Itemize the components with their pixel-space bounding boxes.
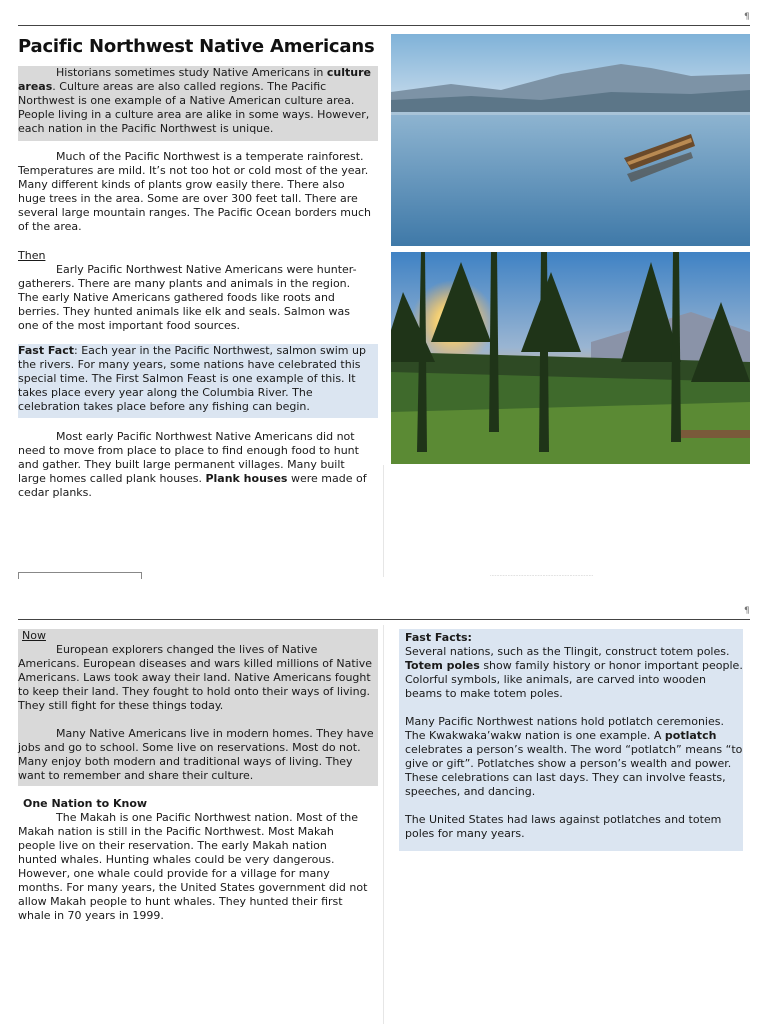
column-divider [383,465,384,577]
now-section [18,629,378,786]
laws-paragraph: The United States had laws against potlatches and totem poles for many years. [405,813,722,840]
then-section [18,249,373,333]
fast-facts-heading: Fast Facts: [405,631,472,644]
one-nation-heading: One Nation to Know [23,797,148,810]
page1-top-rule [18,25,750,26]
now-text: European explorers changed the lives of Native Americans. European diseases and wars killed millions of Native Americans. Laws took away their land. Native Americans fought to keep their land. They fought to hold onto their ways of living. They still fight for these things today. [18,643,373,712]
page-title: Pacific Northwest Native Americans [18,36,375,57]
fast-fact-box: Fast Fact: Each year in the Pacific Northwest, salmon swim up the rivers. For many years, some nations have celebrated this special time. The First Salmon Feast is one example of this. It takes place every year along the Columbia River. The celebration takes place before any fishing can begin. [18,344,378,418]
one-nation-text: The Makah is one Pacific Northwest nation. Most of the Makah nation is still in the Pacific Northwest. Most Makah people live on their reservation. The early Makah nation hunted whales. Hunting whales could be very dangerous. However, one whale could provide for a village for many months. For many years, the United States government did not allow Makah people to hunt whales. They hunted their first whale in 70 years in 1999. [18,811,368,922]
totem-paragraph: Several nations, such as the Tlingit, construct totem poles. Totem poles show family history or honor important people. Colorful symbols, like animals, are carved into wooden beams to make totem poles. [405,645,743,700]
lake-canoe-image [391,34,750,246]
fast-facts-box [399,629,743,851]
pilcrow-mark-2: ¶ [744,606,750,616]
modern-text: Many Native Americans live in modern homes. They have jobs and go to school. Some live on reservations. Most do not. Many enjoy both modern and traditional ways of living. They want to remember and share their culture. [18,727,374,782]
pilcrow-mark: ¶ [744,12,750,22]
villages-paragraph: Most early Pacific Northwest Native Americans did not need to move from place to place to find enough food to hunt and gather. They built large permanent villages. Many built large homes called plank houses. Plank houses were made of cedar planks. [18,430,367,499]
climate-paragraph: Much of the Pacific Northwest is a temperate rainforest. Temperatures are mild. It’s not too hot or cold most of the year. Many different kinds of plants grow easily there. There also huge trees in the area. Some are over 300 feet tall. There are several large mountain ranges. The Pacific Ocean borders much of the area. [18,150,371,233]
intro-paragraph: Historians sometimes study Native Americans in culture areas. Culture areas are also called regions. The Pacific Northwest is one example of a Native American culture area. People living in a culture area are alike in some ways. However, each nation in the Pacific Northwest is unique. [18,66,378,141]
now-heading: Now [22,629,46,642]
page2-top-rule [18,619,750,620]
column-divider-2 [383,625,384,1024]
then-heading: Then [18,249,46,262]
footer-box [18,572,142,579]
one-nation-section [18,797,368,923]
potlatch-paragraph: Many Pacific Northwest nations hold potlatch ceremonies. The Kwakwaka’wakw nation is one example. A potlatch celebrates a person’s wealth. The word “potlatch” means “to give or gift”. Potlatches show a person’s wealth and power. These celebrations can last days. They can involve feasts, speeches, and dancing. [405,715,743,798]
forest-sunset-image [391,252,750,464]
then-text: Early Pacific Northwest Native Americans were hunter-gatherers. There are many plants and animals in the region. The early Native Americans gathered foods like roots and berries. They hunted animals like elk and seals. Salmon was one of the most important food sources. [18,263,357,332]
footer-faint-text: ................................................................. [490,572,594,578]
